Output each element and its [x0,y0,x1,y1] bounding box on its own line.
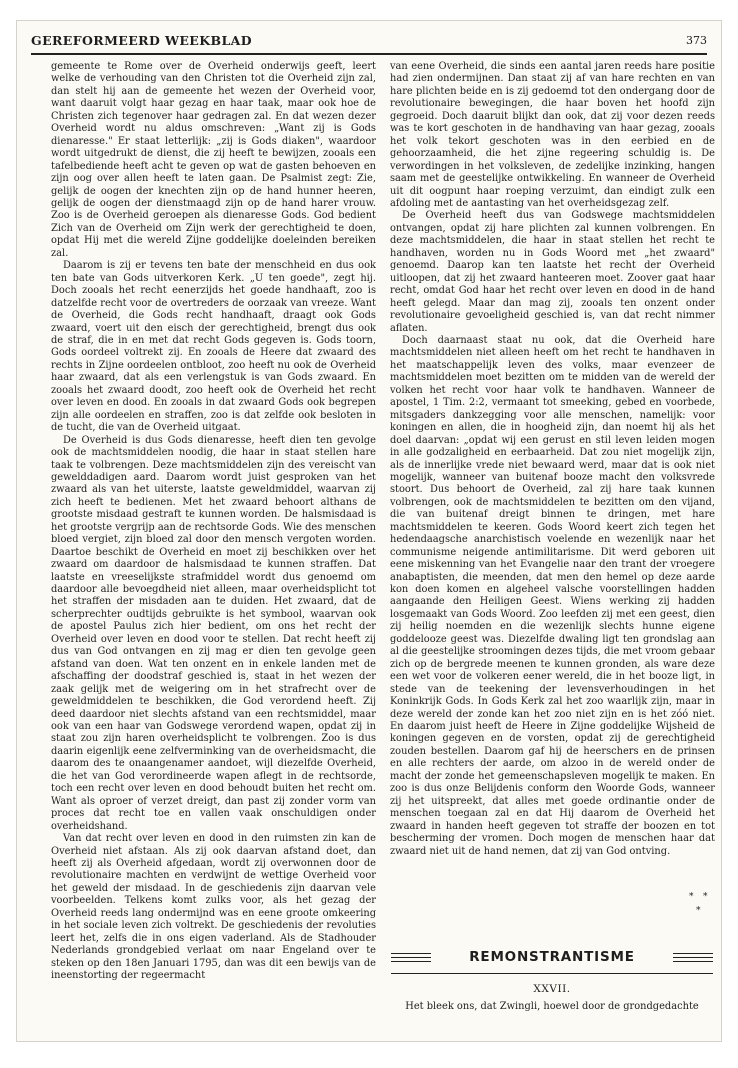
right-column [390,61,715,858]
separator-star: * [696,906,701,916]
heading-underline [391,973,713,974]
paragraph: De Overheid is dus Gods dienaresse, heeft dien ten gevolge ook de machtsmiddelen noodig, die haar in staat stellen hare taak te volbrengen. Deze machtsmiddelen zijn des vereischt van gewelddadigen aard. Daarom wordt juist gesproken van het zwaard als van het uiterste, laatste geweldmiddel, waarvan zij zich heeft te bedienen. Met het zwaard behoort althans de grootste misdaad gestraft te kunnen worden. De halsmisdaad is het grootste vergrijp aan de rechtsorde Gods. Wie des menschen bloed vergiet, zijn bloed zal door den mensch vergoten worden. Daartoe beschikt de Overheid en moet zij beschikken over het zwaard om daardoor de halsmisdaad te kunnen straffen. Dat laatste en vreeselijkste strafmiddel wordt dus genoemd om daardoor alle bevoegdheid niet alleen, maar overheidsplicht tot het straffen der misdaden aan te duiden. Het zwaard, dat de scherprechter oudtijds gebruikte is het symbool, waarvan ook de apostel Paulus zich hier bedient, om ons het recht der Overheid over leven en dood voor te stellen. Dat recht heeft zij dus van God ontvangen en zij mag er dien ten gevolge geen afstand van doen. Wat ten onzent en in enkele landen met de afschaffing der doodstraf geschied is, staat in het wezen der zaak gelijk met de weigering om in het strafrecht over de geweldmiddelen te beschikken, die God verordend heeft. Zij deed daardoor niet slechts afstand van een rechtsmiddel, maar ook van een haar van Godswege verordend wapen, opdat zij in staat zou zijn haren overheidsplicht te volbrengen. Zoo is dus daarin eigenlijk eene zelfverminking van de overheidsmacht, die daarom des te onaangenamer aandoet, wijl diezelfde Overheid, die het van God verordineerde wapen aflegt in de rechtsorde, toch een recht over leven en dood behoudt buiten het recht om. Want als oproer of verzet dreigt, dan past zij zonder vorm van proces dat recht toe en vallen vaak onschuldigen onder overheidshand. [51,434,376,832]
paragraph: Daarom is zij er tevens ten bate der menschheid en dus ook ten bate van Gods uitverkoren Kerk. „U ten goede", zegt hij. Doch zooals het recht eenerzijds het goede handhaaft, zoo is datzelfde recht voor de overtreders de oorzaak van vreeze. Want de Overheid, die Gods recht handhaaft, draagt ook Gods zwaard, voert uit den eisch der gerechtigheid, brengt dus ook de straf, die in en met dat recht Gods gegeven is. Gods toorn, Gods oordeel voltrekt zij. En zooals de Heere dat zwaard des rechts in Zijne oordeelen ontbloot, zoo heeft nu ook de Overheid haar zwaard, dat als een verlengstuk is van Gods zwaard. En zooals het zwaard doodt, zoo heeft ook de Overheid het recht over leven en dood. En zooals in dat zwaard Gods ook begrepen zijn alle oordeelen en straffen, zoo is dat zelfde ook besloten in de tucht, die van de Overheid uitgaat. [51,260,376,434]
section-separator [689,893,711,943]
section-heading: REMONSTRANTISME [469,949,635,965]
separator-star: * [703,892,708,902]
heading-rule-left [391,951,431,963]
separator-star: * [689,892,694,902]
paragraph: De Overheid heeft dus van Godswege machtsmiddelen ontvangen, opdat zij hare plichten zal kunnen volbrengen. En deze machtsmiddelen, die haar in staat stellen het recht te handhaven, worden nu in Gods Woord met „het zwaard" genoemd. Daarop kan ten laatste het recht der Overheid uitloopen, dat zij het zwaard hanteeren moet. Zoover gaat haar recht, omdat God haar het recht over leven en dood in de hand heeft gelegd. Maar dan mag zij, zooals ten onzent onder revolutionaire gevoeligheid geschied is, van dat recht nimmer aflaten. [390,210,715,334]
paragraph: Van dat recht over leven en dood in den ruimsten zin kan de Overheid niet afstaan. Als zij ook daarvan afstand doet, dan heeft zij als Overheid afgedaan, wordt zij overwonnen door de revolutionaire machten en verdwijnt de wettige Overheid voor het geweld der misdaad. In de geschiedenis zijn daarvan vele voorbeelden. Telkens komt zulks voor, als het gezag der Overheid reeds lang ondermijnd was en eene groote omkeering in het sociale leven zich voltrekt. De geschiedenis der revoluties leert het, zelfs die in ons eigen vaderland. Als de Stadhouder Nederlands grondgebied verlaat om naar Engeland over te steken op den 18en Januari 1795, dan was dit een bewijs van de ineenstorting der regeermacht [51,833,376,982]
page [16,20,722,1042]
paragraph: van eene Overheid, die sinds een aantal jaren reeds hare positie had zien ondermijnen. Dan staat zij af van hare rechten en van hare plichten beide en is zij gedoemd tot den ondergang door de revolutionaire bewegingen, die haar boven het hoofd zijn gegroeid. Doch daaruit blijkt dan ook, dat zij voor dezen reeds was te kort geschoten in de handhaving van haar gezag, zooals het volk tekort geschoten was in den eerbied en de gehoorzaamheid, die het zijne regeering schuldig is. De verwordingen in het volksleven, de zedelijke inzinking, hangen saam met de geestelijke ontwikkeling. En wanneer de Overheid uit dit oogpunt haar roeping verzuimt, dan eindigt zulk een afdoling met de aantasting van het overheidsgezag zelf. [390,61,715,209]
chapter-number: XXVII. [533,983,571,995]
left-column [51,61,376,983]
publication-title: GEREFORMEERD WEEKBLAD [31,33,252,48]
page-number: 373 [686,34,707,47]
paragraph: gemeente te Rome over de Overheid onderwijs geeft, leert welke de verhouding van den Christen tot die Overheid zijn zal, dan stelt hij aan de gemeente het wezen der Overheid voor, want daaruit volgt haar gezag en haar taak, maar ook hoe de Christen zich tegenover haar gedragen zal. En dat wezen dezer Overheid wordt nu aldus omschreven: „Want zij is Gods dienaresse." Er staat letterlijk: „zij is Gods diaken", waardoor wordt uitgedrukt de dienst, die zij heeft te bewijzen, zooals een tafelbediende heeft acht te geven op wat de gasten behoeven en zijn oog over allen heeft te laten gaan. De Psalmist zegt: Zie, gelijk de oogen der knechten zijn op de hand hunner heeren, gelijk de oogen der dienstmaagd zijn op de hand harer vrouw. Zoo is de Overheid geroepen als dienaresse Gods. God bedient Zich van de Overheid om Zijn werk der gerechtigheid te doen, opdat Hij met die wereld Zijne goddelijke doeleinden bereiken zal. [51,61,376,259]
paragraph: Doch daarnaast staat nu ook, dat die Overheid hare machtsmiddelen niet alleen heeft om het recht te handhaven in het maatschappelijk leven des volks, maar evenzeer de machtsmiddelen moet bezitten om te midden van de wereld der volken het recht voor haar volk te handhaven. Wanneer de apostel, 1 Tim. 2:2, vermaant tot smeeking, gebed en voorbede, mitsgaders dankzegging voor alle menschen, namelijk: voor koningen en allen, die in hoogheid zijn, dan noemt hij als het doel daarvan: „opdat wij een gerust en stil leven leiden mogen in alle godzaligheid en eerbaarheid. Dat zou niet mogelijk zijn, als de innerlijke vrede niet bewaard werd, maar dat is ook niet mogelijk, wanneer van buitenaf booze macht den volksvrede stoort. Dus behoort de Overheid, zal zij hare taak kunnen volbrengen, ook de machtsmiddelen te bezitten om den vijand, die van buitenaf dreigt binnen te dringen, met hare machtsmiddelen te keeren. Gods Woord keert zich tegen het hedendaagsche anarchistisch voelende en wezenlijk naar het communisme neigende antimilitarisme. Dit werd geboren uit eene miskenning van het Evangelie naar den trant der vroegere anabaptisten, die meenden, dat men den hemel op deze aarde kon doen komen en algeheel valsche voorstellingen hadden aangaande den Heiligen Geest. Wiens werking zij hadden losgemaakt van Gods Woord. Zoo leefden zij met een geest, dien zij heilig noemden en die wezenlijk slechts hunne eigene goddelooze geest was. Diezelfde dwaling ligt ten grondslag aan al die geestelijke stroomingen dezes tijds, die met vroom gebaar zich op de bergrede meenen te kunnen gronden, als ware deze een wet voor de volkeren eener wereld, die in het booze ligt, in stede van de teekening der levensverhoudingen in het Koninkrijk Gods. In Gods Kerk zal het zoo waarlijk zijn, maar in deze wereld der zonde kan het zoo niet zijn en is het zóó niet. En daarom juist heeft de Heere in Zijne goddelijke Wijsheid de koningen gegeven en de vorsten, opdat zij de gerechtigheid zouden bestellen. Daarom gaf hij de heerschers en de prinsen en alle rechters der aarde, om alzoo in de wereld onder de macht der zonde het gemeenschapsleven mogelijk te maken. En zoo is dus onze Belijdenis conform den Woorde Gods, wanneer zij het uitspreekt, dat alles met goede ordinantie onder de menschen toegaan zal en dat Hij daarom de Overheid het zwaard in handen heeft gegeven tot straffe der boozen en tot bescherming der vromen. Doch mogen de menschen haar dat zwaard niet uit de hand nemen, dat zij van God ontving. [390,334,715,857]
section-first-line: Het bleek ons, dat Zwingli, hoewel door de grondgedachte [405,1001,699,1012]
page-header [31,31,707,55]
heading-rule-right [673,951,713,963]
